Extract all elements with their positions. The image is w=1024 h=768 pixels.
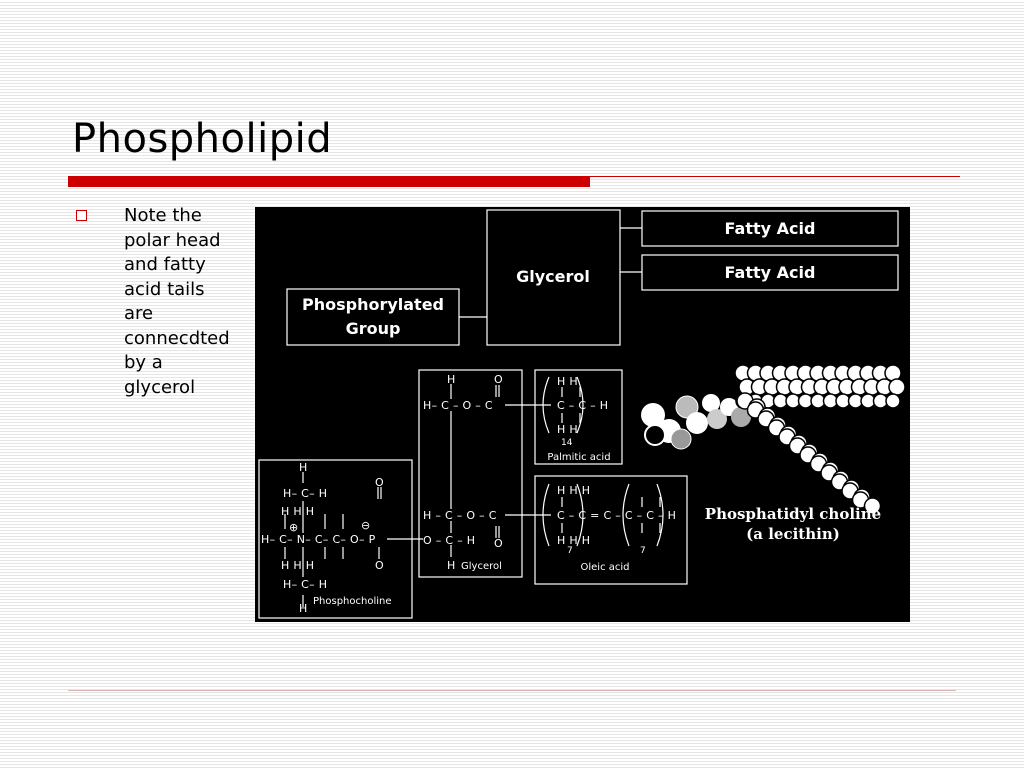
palmitic-repeat: 14 xyxy=(561,438,573,448)
glycerol-structure-label: Glycerol xyxy=(461,561,502,572)
phosphocholine-plus-sign: ⊕ xyxy=(289,521,299,534)
phosphocholine-p-o-below: O xyxy=(375,559,384,572)
bullet-square-icon xyxy=(76,210,87,221)
phosphocholine-top-h: H xyxy=(299,461,308,474)
phospholipid-diagram xyxy=(255,207,910,622)
oleic-top: H H H xyxy=(557,484,591,497)
palmitic-bottom: H H xyxy=(557,423,578,436)
phosphocholine-p-double-o: O xyxy=(375,476,384,489)
phosphocholine-h-row-above: H H H xyxy=(281,505,315,518)
phosphocholine-main-row: H– C– N– C– C– O– P xyxy=(261,533,376,546)
oleic-repeat-left: 7 xyxy=(567,546,573,556)
glycerol-row3: O – C – H xyxy=(423,534,476,547)
palmitic-label: Palmitic acid xyxy=(547,452,611,463)
caption-line1: Phosphatidyl choline xyxy=(704,505,882,523)
slide-title: Phospholipid xyxy=(72,116,333,162)
title-underline-line xyxy=(590,176,960,177)
fatty-acid-label-2: Fatty Acid xyxy=(724,263,816,282)
glycerol-double-o-bottom: O xyxy=(494,537,503,550)
phosphocholine-label: Phosphocholine xyxy=(313,596,392,607)
bullet-text: Note the polar head and fatty acid tails are connecdted by a glycerol xyxy=(124,205,230,398)
oleic-bottom: H H H xyxy=(557,534,591,547)
palmitic-middle: C – C – H xyxy=(557,399,609,412)
glycerol-row2: H – C – O – C xyxy=(423,509,497,522)
glycerol-row1: H– C – O – C xyxy=(423,399,493,412)
glycerol-bottom-h: H xyxy=(447,559,456,572)
phosphocholine-h-row-below: H H H xyxy=(281,559,315,572)
phosphocholine-hch-bottom: H– C– H xyxy=(283,578,328,591)
fatty-acid-label-1: Fatty Acid xyxy=(724,219,816,238)
oleic-label: Oleic acid xyxy=(580,562,630,573)
title-underline-bar xyxy=(68,176,590,187)
oleic-middle: C – C = C – C – C – H xyxy=(557,509,677,522)
phosphocholine-hch-top: H– C– H xyxy=(283,487,328,500)
glycerol-top-h: H xyxy=(447,373,456,386)
glycerol-label: Glycerol xyxy=(516,267,590,286)
palmitic-top: H H xyxy=(557,375,578,388)
phosphorylated-label-line1: Phosphorylated xyxy=(301,295,445,314)
phosphocholine-minus-sign: ⊖ xyxy=(361,519,371,532)
phosphocholine-bottom-h: H xyxy=(299,602,308,615)
glycerol-double-o-top: O xyxy=(494,373,503,386)
caption-line2: (a lecithin) xyxy=(746,525,840,543)
oleic-repeat-right: 7 xyxy=(640,546,646,556)
footer-rule xyxy=(68,690,956,691)
phosphorylated-label-line2: Group xyxy=(345,319,401,338)
